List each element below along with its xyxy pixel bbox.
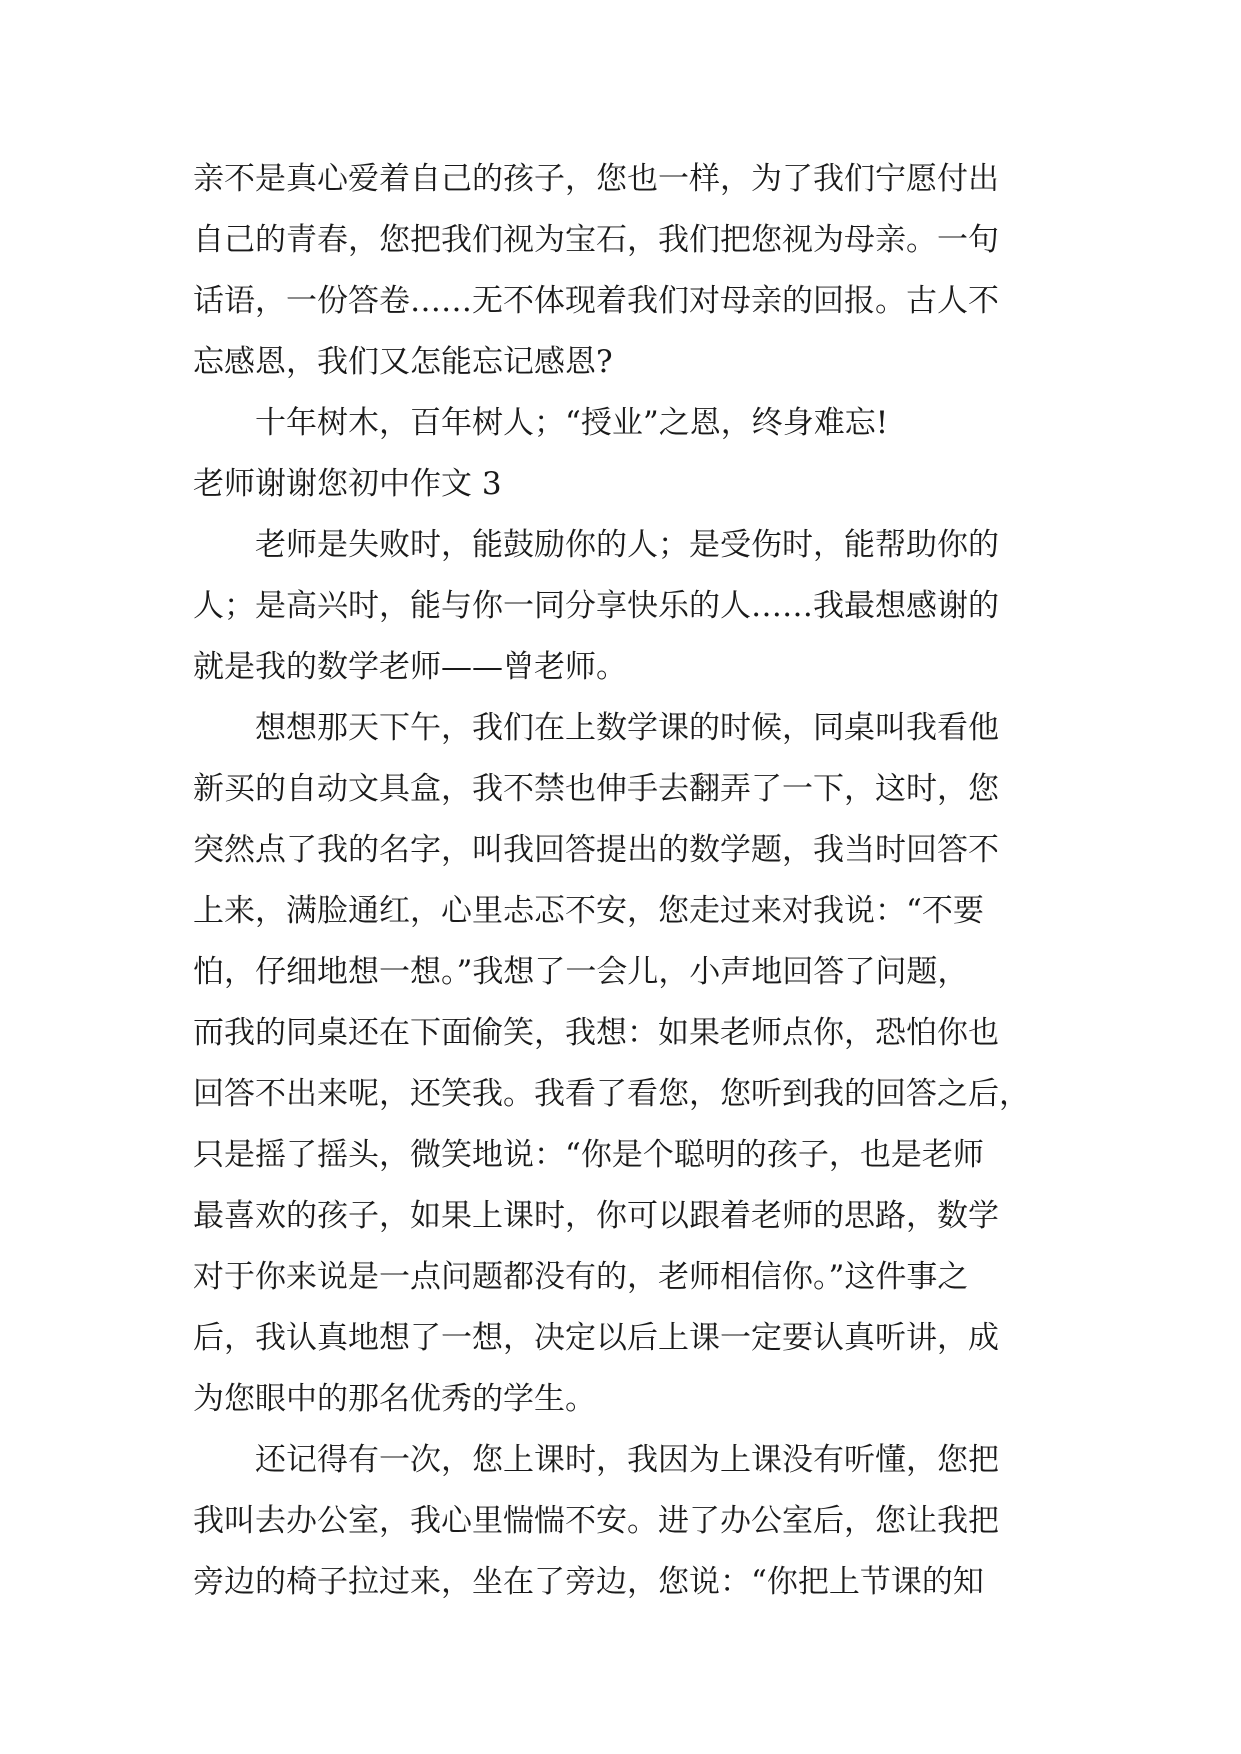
text-line: 话语，一份答卷……无不体现着我们对母亲的回报。古人不	[193, 283, 999, 319]
text-line: 老师是失败时，能鼓励你的人；是受伤时，能帮助你的	[255, 527, 999, 563]
text-line: 我叫去办公室，我心里惴惴不安。进了办公室后，您让我把	[193, 1503, 999, 1539]
text-line: 忘感恩，我们又怎能忘记感恩?	[193, 344, 613, 380]
text-line: 后，我认真地想了一想，决定以后上课一定要认真听讲，成	[193, 1320, 999, 1356]
text-line: 只是摇了摇头，微笑地说：“你是个聪明的孩子，也是老师	[193, 1137, 984, 1173]
paragraph-story	[193, 698, 1055, 1430]
text-line: 想想那天下午，我们在上数学课的时候，同桌叫我看他	[255, 710, 999, 746]
document-body	[193, 149, 1055, 1613]
text-line: 还记得有一次，您上课时，我因为上课没有听懂，您把	[255, 1442, 999, 1478]
text-line: 突然点了我的名字，叫我回答提出的数学题，我当时回答不	[193, 832, 999, 868]
essay-title: 老师谢谢您初中作文 3	[193, 466, 502, 502]
text-line: 自己的青春，您把我们视为宝石，我们把您视为母亲。一句	[193, 222, 999, 258]
section-heading	[193, 454, 1055, 515]
text-line: 就是我的数学老师——曾老师。	[193, 649, 627, 685]
paragraph-continuation	[193, 149, 1055, 393]
text-line: 新买的自动文具盒，我不禁也伸手去翻弄了一下，这时，您	[193, 771, 999, 807]
text-line: 上来，满脸通红，心里忐忑不安，您走过来对我说：“不要	[193, 893, 984, 929]
paragraph-office	[193, 1430, 1055, 1613]
text-line: 而我的同桌还在下面偷笑，我想：如果老师点你，恐怕你也	[193, 1015, 999, 1051]
text-line: 人；是高兴时，能与你一同分享快乐的人……我最想感谢的	[193, 588, 999, 624]
text-line: 为您眼中的那名优秀的学生。	[193, 1381, 596, 1417]
text-line: 怕，仔细地想一想。”我想了一会儿，小声地回答了问题，	[193, 954, 969, 990]
text-line: 最喜欢的孩子，如果上课时，你可以跟着老师的思路，数学	[193, 1198, 999, 1234]
paragraph-closing	[193, 393, 1055, 454]
text-line: 亲不是真心爱着自己的孩子，您也一样，为了我们宁愿付出	[193, 161, 999, 197]
text-line: 回答不出来呢，还笑我。我看了看您，您听到我的回答之后，	[193, 1076, 1030, 1112]
text-line: 对于你来说是一点问题都没有的，老师相信你。”这件事之	[193, 1259, 969, 1295]
text-line: 十年树木，百年树人；“授业”之恩，终身难忘!	[255, 405, 889, 441]
paragraph-intro	[193, 515, 1055, 698]
text-line: 旁边的椅子拉过来，坐在了旁边，您说：“你把上节课的知	[193, 1564, 984, 1600]
